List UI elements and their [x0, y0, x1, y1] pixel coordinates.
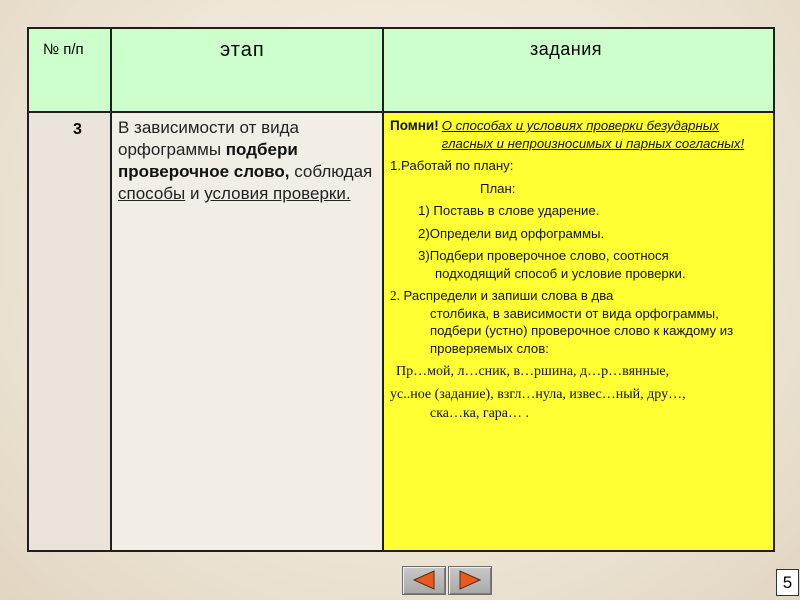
tasks-cell	[383, 112, 774, 551]
word-list-2-continuation: ска…ка, гара… .	[430, 406, 529, 421]
stage-underlined-text: способы	[118, 184, 186, 203]
row-number-cell	[28, 112, 111, 551]
task-2-continuation: столбика, в зависимости от вида орфограммы, подбери (устно) проверочное слово к каждому из проверяемых слов:	[430, 305, 734, 356]
row-number: 3	[73, 121, 82, 138]
table-row	[28, 112, 774, 551]
stage-text-part: и	[185, 184, 205, 203]
plan-step-3-line: 3)Подбери проверочное слово, соотнося	[418, 248, 669, 263]
word-list-2	[390, 385, 769, 423]
reminder	[390, 117, 769, 152]
plan-title: План:	[480, 180, 516, 196]
page-number: 5	[776, 569, 799, 596]
reminder-text: О способах и условиях проверки безударных гласных и непроизносимых и парных согласных!	[441, 118, 745, 151]
word-list-2-line: ус..ное (задание), взгл…нула, извес…ный, дру…,	[390, 387, 686, 402]
stage-cell	[111, 112, 383, 551]
stage-text-part: соблюдая	[289, 162, 373, 181]
word-list-1: Пр…мой, л…сник, в…ршина, д…р…вянные,	[396, 364, 670, 379]
header-stage: этап	[220, 39, 265, 61]
task-2-line: Распредели и запиши слова в два	[399, 288, 614, 303]
stage-text-part: В зависимости от вида орфограммы	[118, 118, 299, 159]
header-stage-cell	[111, 28, 383, 112]
plan-step-3	[390, 247, 769, 282]
plan-step-1: 1) Поставь в слове ударение.	[418, 203, 600, 218]
previous-slide-button[interactable]	[402, 566, 446, 595]
stage-bold-text: подбери проверочное слово,	[118, 140, 298, 181]
plan-step-2: 2)Определи вид орфограммы.	[418, 225, 605, 241]
lesson-table	[27, 27, 775, 552]
next-slide-button[interactable]	[448, 566, 492, 595]
header-tasks-cell	[383, 28, 774, 112]
triangle-right-icon	[453, 570, 487, 590]
tasks-content	[384, 113, 773, 423]
header-number: № п/п	[43, 41, 84, 58]
header-number-cell	[28, 28, 111, 112]
stage-underlined-text: условия проверки.	[204, 184, 351, 203]
task-2	[390, 287, 769, 357]
triangle-left-icon	[407, 570, 441, 590]
header-row	[28, 28, 774, 112]
task-2-number: 2.	[390, 288, 400, 303]
plan-intro: 1.Работай по плану:	[390, 158, 514, 173]
plan-step-3-continuation: подходящий способ и условие проверки.	[435, 265, 686, 281]
stage-description	[112, 113, 382, 205]
reminder-label: Помни!	[390, 118, 439, 133]
header-tasks: задания	[530, 39, 603, 59]
